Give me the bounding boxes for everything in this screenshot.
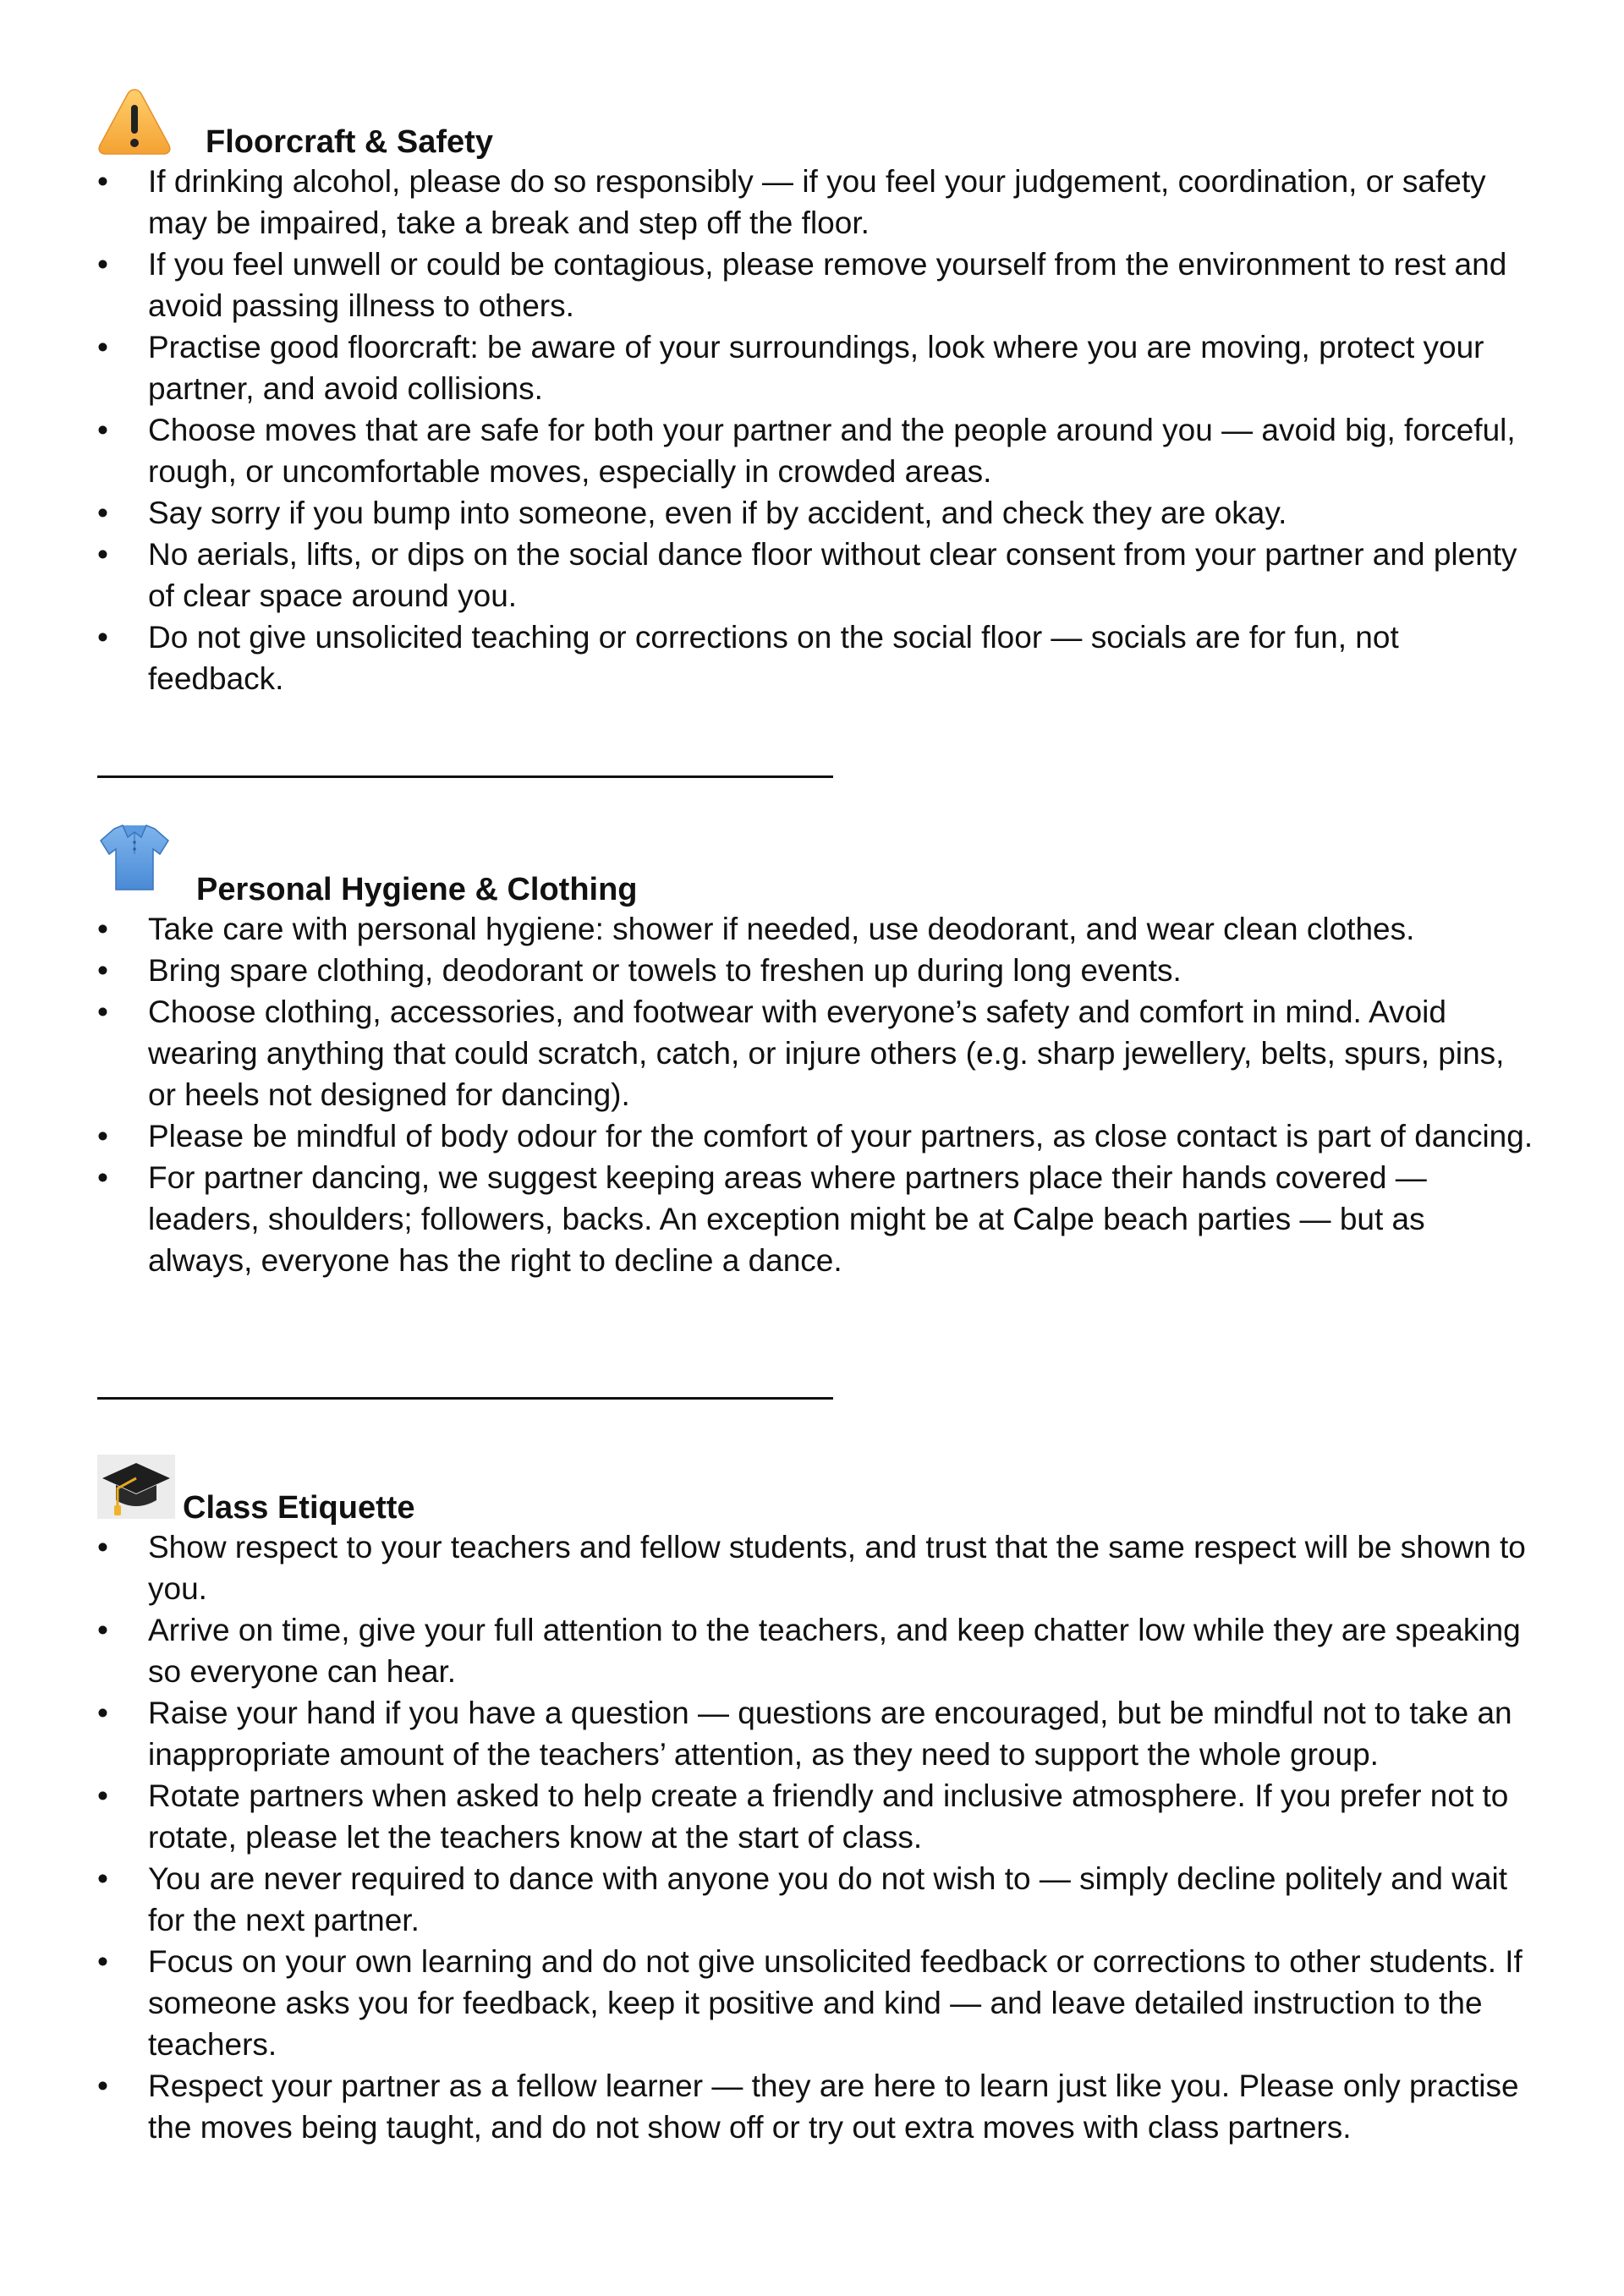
- bullet-dot: •: [97, 2069, 108, 2103]
- bullet-list: [97, 908, 1535, 1281]
- section-personal-hygiene-clothing: [97, 820, 1535, 1281]
- list-item-text: Please be mindful of body odour for the comfort of your partners, as close contact is part of dancing.: [148, 1119, 1533, 1153]
- list-item-text: Arrive on time, give your full attention to the teachers, and keep chatter low while they are speaking so everyone can hear.: [148, 1613, 1521, 1689]
- bullet-dot: •: [97, 1696, 108, 1730]
- list-item-text: If drinking alcohol, please do so responsibly — if you feel your judgement, coordination, or safety may be impaired, take a break and step off the floor.: [148, 164, 1486, 240]
- list-item-text: Show respect to your teachers and fellow students, and trust that the same respect will be shown to you.: [148, 1530, 1526, 1606]
- section-divider: [97, 775, 833, 778]
- list-item: [97, 1157, 1535, 1281]
- bullet-dot: •: [97, 1944, 108, 1979]
- bullet-dot: •: [97, 1119, 108, 1153]
- list-item: [97, 908, 1535, 950]
- list-item-text: Say sorry if you bump into someone, even if by accident, and check they are okay.: [148, 496, 1287, 530]
- list-item: [97, 161, 1535, 244]
- list-item: [97, 326, 1535, 409]
- section-title: Floorcraft & Safety: [206, 124, 493, 160]
- section-title: Personal Hygiene & Clothing: [196, 872, 638, 907]
- bullet-dot: •: [97, 912, 108, 946]
- list-item: [97, 1941, 1535, 2065]
- list-item: [97, 1526, 1535, 1609]
- bullet-dot: •: [97, 1160, 108, 1195]
- bullet-dot: •: [97, 413, 108, 447]
- list-item-text: Focus on your own learning and do not give unsolicited feedback or corrections to other students. If someone asks you for feedback, keep it positive and kind — and leave detailed instruction to the teachers.: [148, 1944, 1522, 2062]
- list-item: [97, 1115, 1535, 1157]
- bullet-dot: •: [97, 1778, 108, 1813]
- list-item: [97, 1692, 1535, 1775]
- bullet-dot: •: [97, 995, 108, 1029]
- list-item-text: Raise your hand if you have a question — questions are encouraged, but be mindful not to take an inappropriate amount of the teachers’ attention, as they need to support the whole group.: [148, 1696, 1512, 1772]
- bullet-dot: •: [97, 247, 108, 282]
- bullet-dot: •: [97, 496, 108, 530]
- list-item: [97, 1609, 1535, 1692]
- list-item-text: Practise good floorcraft: be aware of your surroundings, look where you are moving, protect your partner, and avoid collisions.: [148, 330, 1484, 406]
- bullet-list: [97, 161, 1535, 699]
- list-item-text: Rotate partners when asked to help create a friendly and inclusive atmosphere. If you prefer not to rotate, please let the teachers know at the start of class.: [148, 1778, 1509, 1855]
- list-item: [97, 244, 1535, 326]
- section-title: Class Etiquette: [183, 1490, 415, 1526]
- list-item-text: Choose moves that are safe for both your partner and the people around you — avoid big, forceful, rough, or uncomfortable moves, especially in crowded areas.: [148, 413, 1516, 489]
- list-item-text: Bring spare clothing, deodorant or towels to freshen up during long events.: [148, 953, 1182, 988]
- bullet-dot: •: [97, 164, 108, 199]
- list-item-text: If you feel unwell or could be contagious, please remove yourself from the environment to rest and avoid passing illness to others.: [148, 247, 1507, 323]
- list-item: [97, 616, 1535, 699]
- warning-icon: [97, 86, 172, 161]
- list-item: [97, 409, 1535, 492]
- bullet-dot: •: [97, 330, 108, 364]
- list-item-text: For partner dancing, we suggest keeping areas where partners place their hands covered — leaders, shoulders; followers, backs. An exception might be at Calpe beach parties — but as always, everyone has the right to decline a dance.: [148, 1160, 1427, 1278]
- section-floorcraft-safety: [97, 85, 1535, 699]
- tshirt-icon: [97, 820, 172, 895]
- section-heading: [97, 1455, 1535, 1524]
- bullet-list: [97, 1526, 1535, 2148]
- list-item-text: You are never required to dance with anyone you do not wish to — simply decline politely and wait for the next partner.: [148, 1861, 1508, 1937]
- list-item: [97, 1858, 1535, 1941]
- section-divider: [97, 1397, 833, 1400]
- list-item: [97, 1775, 1535, 1858]
- section-heading: [97, 820, 1535, 905]
- list-item: [97, 534, 1535, 616]
- list-item-text: Take care with personal hygiene: shower if needed, use deodorant, and wear clean clothes.: [148, 912, 1415, 946]
- list-item-text: Choose clothing, accessories, and footwear with everyone’s safety and comfort in mind. Avoid wearing anything that could scratch, catch, or injure others (e.g. sharp jewellery, belts, spurs, pins, or heels not designed for dancing).: [148, 995, 1505, 1112]
- bullet-dot: •: [97, 953, 108, 988]
- bullet-dot: •: [97, 537, 108, 572]
- list-item: [97, 991, 1535, 1115]
- bullet-dot: •: [97, 620, 108, 655]
- list-item: [97, 950, 1535, 991]
- list-item-text: No aerials, lifts, or dips on the social dance floor without clear consent from your partner and plenty of clear space around you.: [148, 537, 1517, 613]
- section-class-etiquette: [97, 1455, 1535, 2148]
- list-item: [97, 2065, 1535, 2148]
- bullet-dot: •: [97, 1613, 108, 1647]
- bullet-dot: •: [97, 1530, 108, 1564]
- bullet-dot: •: [97, 1861, 108, 1896]
- list-item-text: Do not give unsolicited teaching or corrections on the social floor — socials are for fun, not feedback.: [148, 620, 1399, 696]
- list-item-text: Respect your partner as a fellow learner — they are here to learn just like you. Please only practise the moves being taught, and do not show off or try out extra moves with class partners.: [148, 2069, 1519, 2145]
- graduation-cap-icon: [97, 1455, 175, 1519]
- section-heading: [97, 85, 1535, 159]
- list-item: [97, 492, 1535, 534]
